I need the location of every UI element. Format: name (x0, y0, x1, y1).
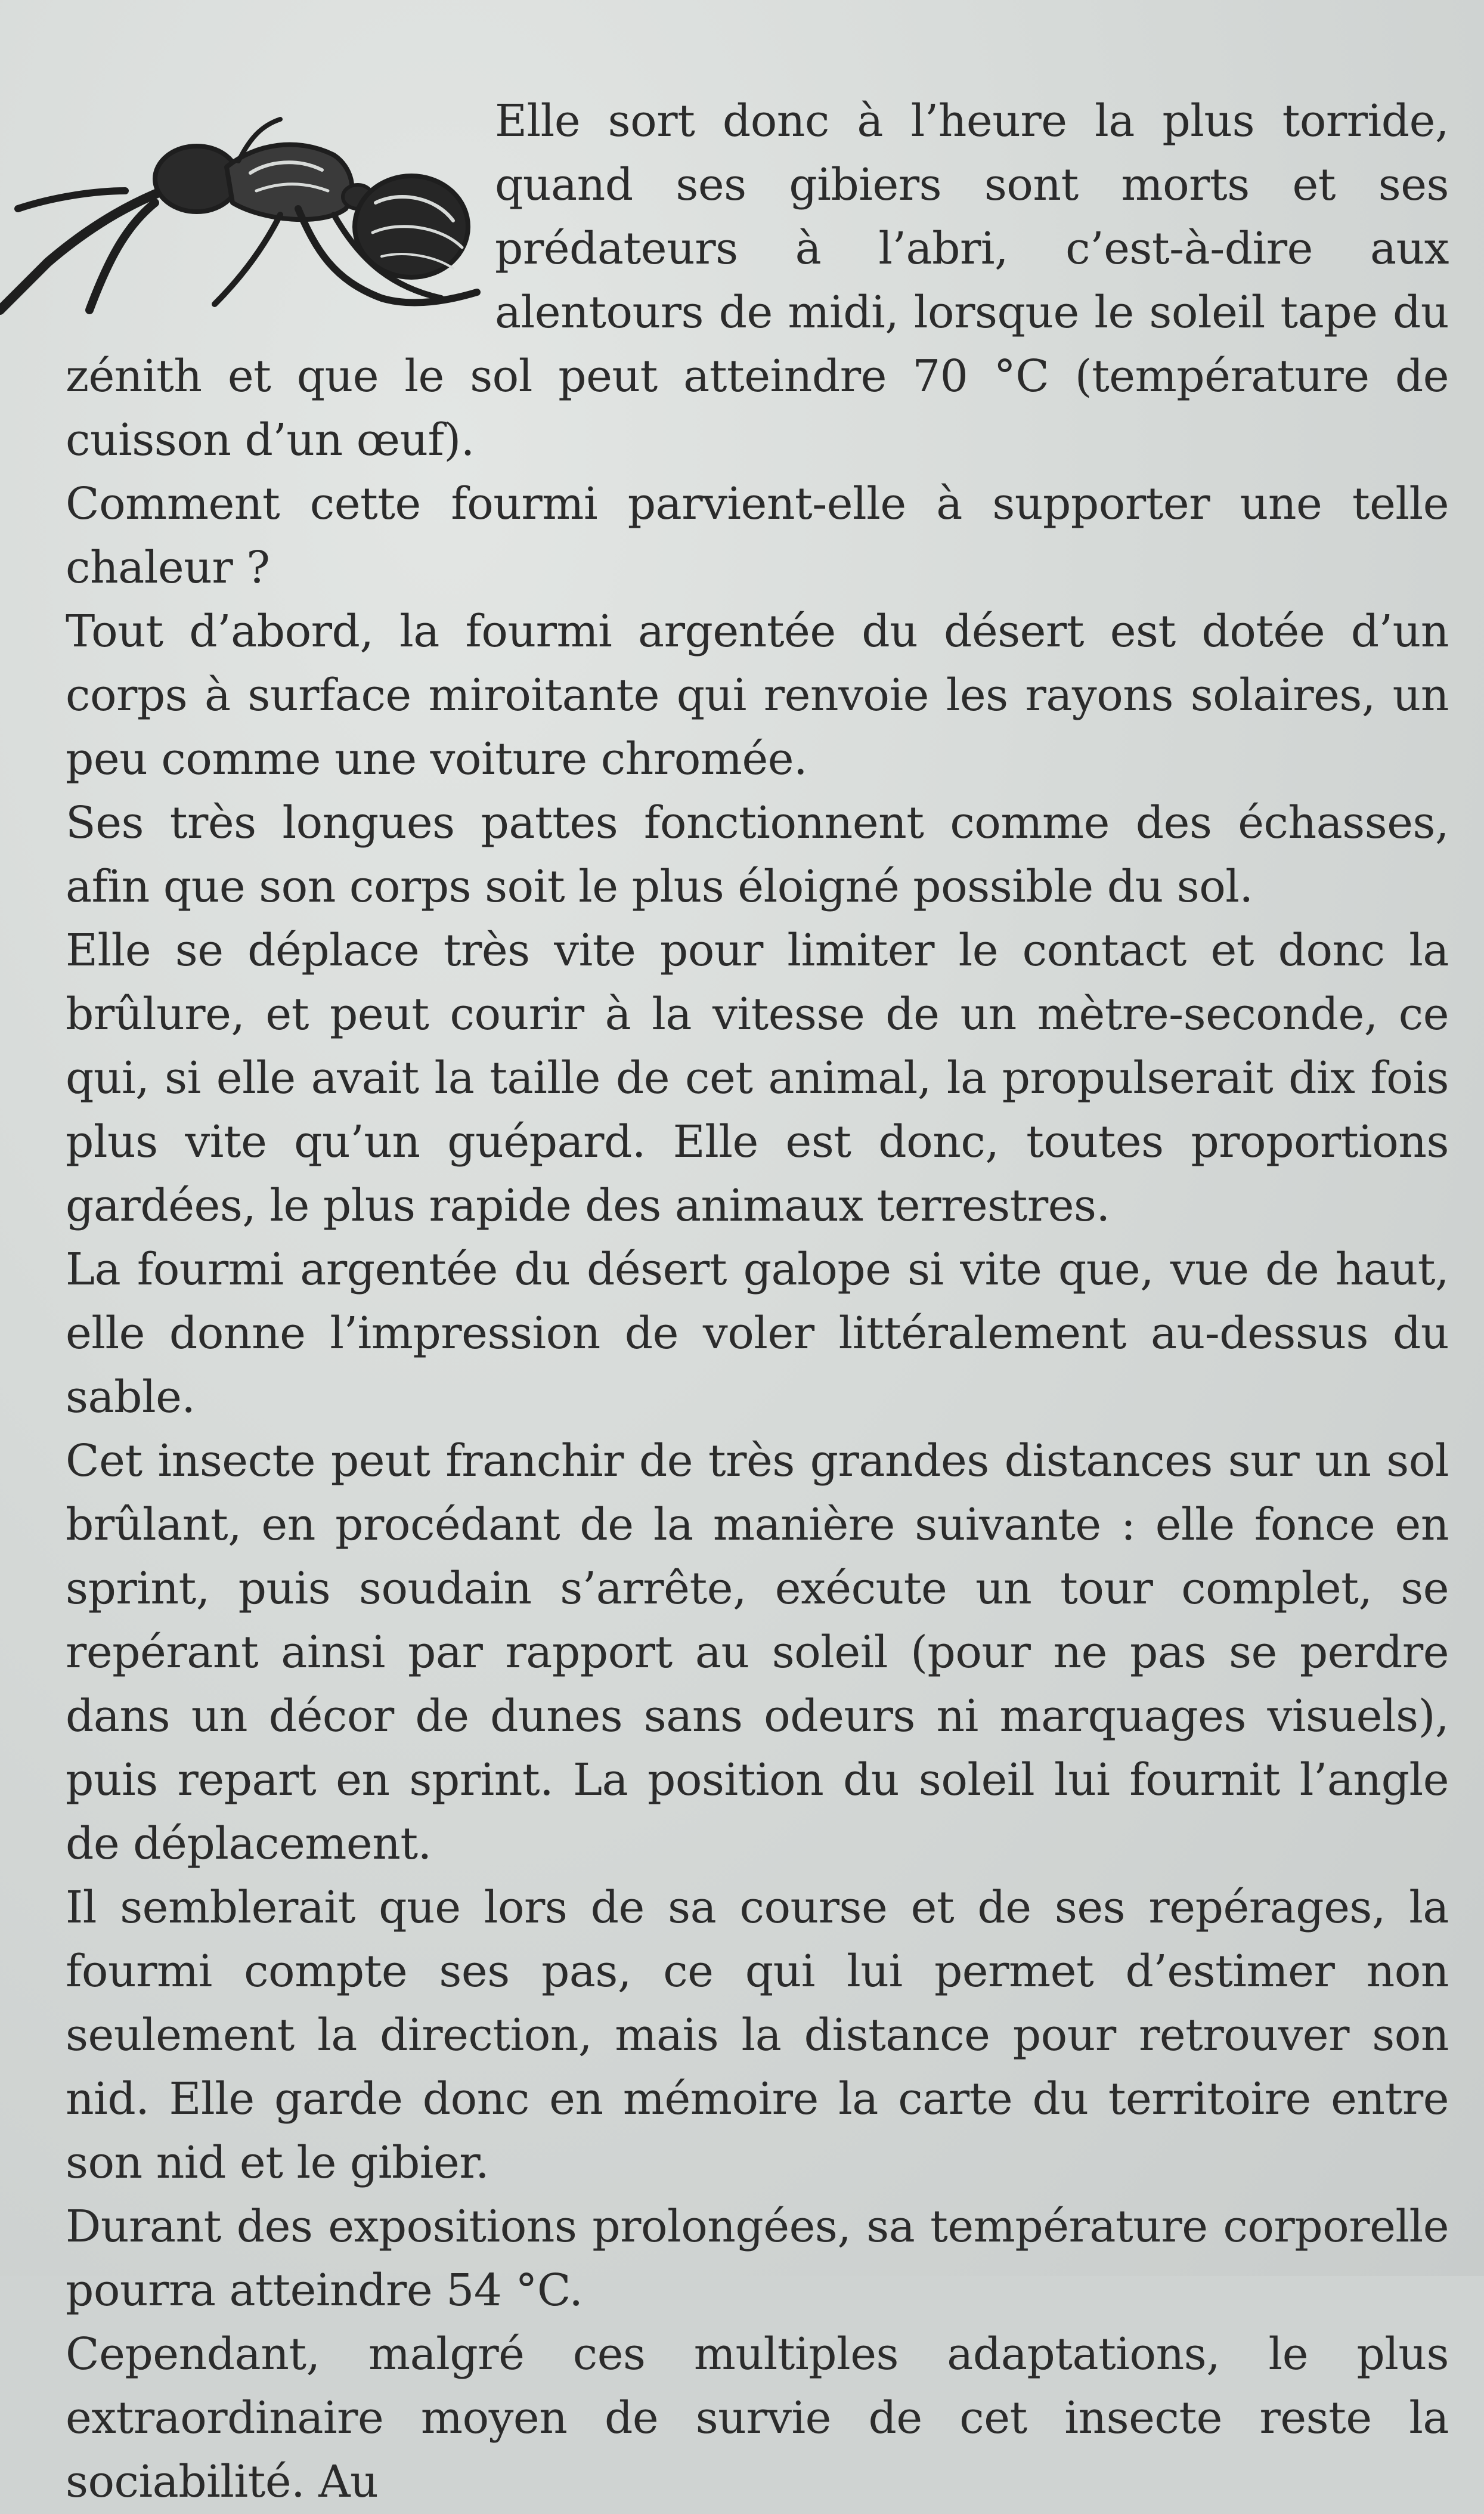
page-text (66, 89, 1449, 2514)
ant-icon (0, 0, 495, 322)
paragraph-1: Elle sort donc à l’heure la plus torride, quand ses gibiers sont morts et ses prédateurs à l’abri, c’est-à-dire aux alentours de midi, lorsque le soleil tape du zénith et que le sol peut atteindre 70 °C (température de cuisson d’un œuf). (66, 95, 1449, 466)
paragraph-6: La fourmi argentée du désert galope si vite que, vue de haut, elle donne l’impression de voler littéralement au-dessus du sable. (66, 1244, 1449, 1423)
paragraph-8: Il semblerait que lors de sa course et de ses repérages, la fourmi compte ses pas, ce qui lui permet d’estimer non seulement la direction, mais la distance pour retrouver son nid. Elle garde donc en mémoire la carte du territoire entre son nid et le gibier. (66, 1882, 1449, 2188)
paragraph-9: Durant des expositions prolongées, sa température corporelle pourra atteindre 54 °C. (66, 2201, 1449, 2316)
ant-illustration (0, 0, 495, 322)
paragraph-5: Elle se déplace très vite pour limiter le contact et donc la brûlure, et peut courir à la vitesse de un mètre-seconde, ce qui, si elle avait la taille de cet animal, la propulserait dix fois plus vite qu’un guépard. Elle est donc, toutes proportions gardées, le plus rapide des animaux terrestres. (66, 925, 1449, 1231)
paragraph-10: Cependant, malgré ces multiples adaptations, le plus extraordinaire moyen de survie de cet insecte reste la sociabilité. Au (66, 2329, 1449, 2507)
paragraph-2: Comment cette fourmi parvient-elle à supporter une telle chaleur ? (66, 478, 1449, 593)
paragraph-7: Cet insecte peut franchir de très grandes distances sur un sol brûlant, en procédant de la manière suivante : elle fonce en sprint, puis soudain s’arrête, exécute un tour complet, se repérant ainsi par rapport au soleil (pour ne pas se perdre dans un décor de dunes sans odeurs ni marquages visuels), puis repart en sprint. La position du soleil lui fournit l’angle de déplacement. (66, 1435, 1449, 1869)
paragraph-3: Tout d’abord, la fourmi argentée du désert est dotée d’un corps à surface miroitante qui renvoie les rayons solaires, un peu comme une voiture chromée. (66, 606, 1449, 785)
paragraph-4: Ses très longues pattes fonctionnent comme des échasses, afin que son corps soit le plus éloigné possible du sol. (66, 797, 1449, 912)
